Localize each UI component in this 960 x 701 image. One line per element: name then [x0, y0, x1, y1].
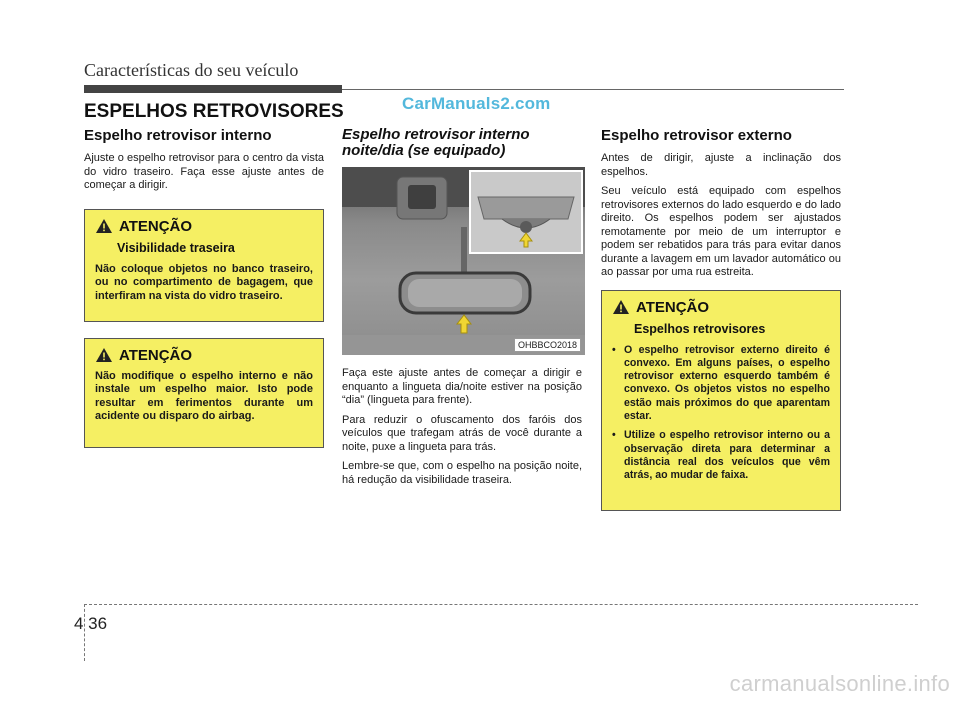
heading-day-night-mirror: Espelho retrovisor interno noite/dia (se equipado) [342, 126, 530, 159]
mirror-photo [342, 167, 585, 355]
warning-box-rear-visibility [84, 209, 324, 322]
rearview-mirror-illustration [342, 167, 585, 355]
header-bar [84, 85, 342, 93]
warning-title: ATENÇÃO [119, 217, 193, 235]
warning-subtitle: Visibilidade traseira [117, 240, 235, 255]
warning-list-item: • O espelho retrovisor externo direito é convexo. Em alguns países, o espelho retrovisor externo esquerdo também é convexo. Os objetos vistos no espelho estão mais próximos do que aparentam estar. [612, 344, 830, 424]
paragraph-exterior-2: Seu veículo está equipado com espelhos retrovisores externos do lado esquerdo e do lado direito. Os espelhos podem ser ajustados remotamente por meio de um interruptor e podem ser rebatidos para trás para evitar danos durante a lavagem em um lavador automático ou ao passar por uma rua estreita. [601, 185, 841, 278]
warning-title: ATENÇÃO [636, 298, 710, 316]
paragraph-exterior-1: Antes de dirigir, ajuste a inclinação dos espelhos. [601, 152, 841, 178]
warning-triangle-icon [612, 299, 630, 315]
warning-triangle-icon [95, 218, 113, 234]
warning-title: ATENÇÃO [119, 346, 193, 364]
warning-header [95, 347, 313, 364]
watermark-bottom: carmanualsonline.info [729, 671, 950, 696]
column-middle [342, 127, 582, 493]
heading-interior-mirror: Espelho retrovisor interno [84, 127, 272, 144]
image-code-label: OHBBCO2018 [514, 338, 581, 352]
warning-subtitle: Espelhos retrovisores [634, 321, 766, 336]
paragraph-day-night-3: Lembre-se que, com o espelho na posição noite, há redução da visibilidade traseira. [342, 460, 582, 486]
warning-box-mirror-modification [84, 338, 324, 448]
watermark-top: CarManuals2.com [402, 94, 551, 113]
paragraph-day-night-2: Para reduzir o ofuscamento dos faróis dos veículos que trafegam atrás de você durante a noite, puxe a lingueta para trás. [342, 413, 582, 453]
header-rule [342, 89, 844, 90]
column-left [84, 127, 324, 448]
warning-text: Não coloque objetos no banco traseiro, ou no compartimento de bagagem, que interfiram na vista do vidro traseiro. [95, 262, 313, 302]
warning-triangle-icon [95, 347, 113, 363]
paragraph-day-night-1: Faça este ajuste antes de começar a dirigir e enquanto a lingueta dia/noite estiver na posição “dia” (lingueta para frente). [342, 367, 582, 406]
footer-rule [84, 604, 918, 605]
warning-header [612, 299, 830, 316]
column-right [601, 127, 841, 511]
warning-header [95, 218, 313, 235]
paragraph-interior-mirror: Ajuste o espelho retrovisor para o centro da vista do vidro traseiro. Faça esse ajuste antes de começar a dirigir. [84, 152, 324, 191]
warning-list-item: • Utilize o espelho retrovisor interno ou a observação direta para determinar a distância real dos veículos que vêm atrás, ao mudar de faixa. [612, 429, 830, 482]
heading-exterior-mirror: Espelho retrovisor externo [601, 127, 792, 144]
page-header-title: Características do seu veículo [84, 60, 299, 80]
warning-box-exterior-mirrors [601, 290, 841, 511]
warning-list [612, 344, 830, 483]
page-number: 4 36 [74, 614, 108, 633]
section-title: ESPELHOS RETROVISORES [84, 101, 344, 122]
warning-text: Não modifique o espelho interno e não instale um espelho maior. Isto pode resultar em ferimentos durante um acidente ou disparo do airbag. [95, 369, 313, 422]
